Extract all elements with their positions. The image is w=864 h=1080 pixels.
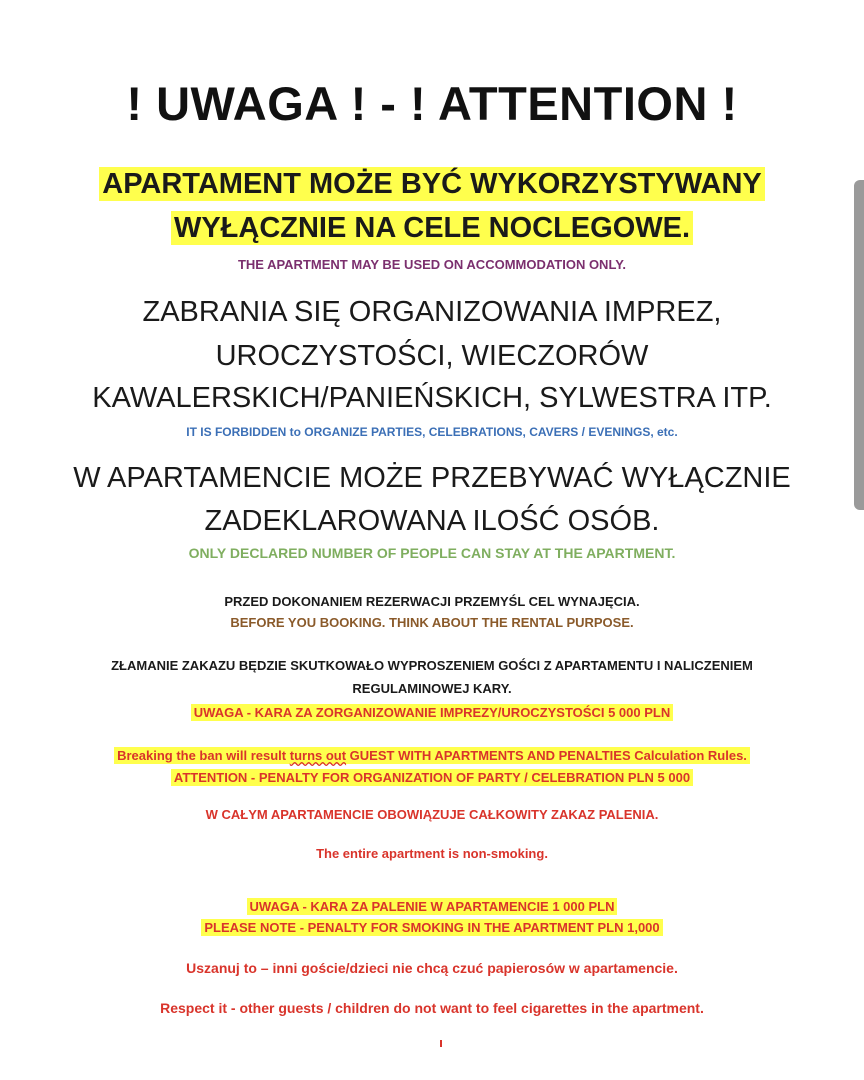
accommodation-rule-text-2: WYŁĄCZNIE NA CELE NOCLEGOWE. (171, 211, 693, 245)
party-ban-line-1: ZABRANIA SIĘ ORGANIZOWANIA IMPREZ, (142, 296, 722, 328)
ban-consequence-english-pre: Breaking the ban will result (117, 748, 290, 763)
party-ban-line-3: KAWALERSKICH/PANIEŃSKICH, SYLWESTRA ITP. (92, 382, 772, 414)
accommodation-rule-line-2 (0, 214, 864, 243)
smoking-penalty-english (0, 921, 864, 934)
booking-purpose-english: BEFORE YOU BOOKING. THINK ABOUT THE RENTAL PURPOSE. (230, 615, 634, 630)
respect-note-english: Respect it - other guests / children do not want to feel cigarettes in the apartment. (160, 1000, 704, 1016)
smoking-penalty-english-text: PLEASE NOTE - PENALTY FOR SMOKING IN THE APARTMENT PLN 1,000 (201, 919, 662, 936)
smoking-ban-polish: W CAŁYM APARTAMENCIE OBOWIĄZUJE CAŁKOWITY ZAKAZ PALENIA. (205, 807, 659, 822)
accommodation-rule-english: THE APARTMENT MAY BE USED ON ACCOMMODATION ONLY. (237, 257, 627, 272)
ban-consequence-line-2: REGULAMINOWEJ KARY. (352, 681, 512, 696)
party-penalty-english (0, 771, 864, 784)
ban-consequence-line-1: ZŁAMANIE ZAKAZU BĘDZIE SKUTKOWAŁO WYPROSZENIEM GOŚCI Z APARTAMENTU I NALICZENIEM (111, 658, 753, 673)
booking-purpose-polish: PRZED DOKONANIEM REZERWACJI PRZEMYŚL CEL WYNAJĘCIA. (224, 594, 640, 609)
edge-scroll-handle[interactable] (854, 180, 864, 510)
party-penalty-polish (0, 706, 864, 719)
smoking-ban-english: The entire apartment is non-smoking. (316, 846, 548, 861)
ban-consequence-english-post: GUEST WITH APARTMENTS AND PENALTIES Calculation Rules. (346, 748, 747, 763)
spellcheck-marked-phrase: turns out (289, 748, 347, 763)
party-penalty-english-text: ATTENTION - PENALTY FOR ORGANIZATION OF PARTY / CELEBRATION PLN 5 000 (171, 769, 693, 786)
smoking-penalty-polish-text: UWAGA - KARA ZA PALENIE W APARTAMENCIE 1 000 PLN (247, 898, 618, 915)
ban-consequence-english-highlight (114, 747, 750, 764)
ban-consequence-english (0, 749, 864, 762)
page-title: ! UWAGA ! - ! ATTENTION ! (126, 77, 738, 130)
guest-limit-line-2: ZADEKLAROWANA ILOŚĆ OSÓB. (204, 505, 660, 537)
accommodation-rule-line-1 (0, 170, 864, 199)
party-penalty-polish-text: UWAGA - KARA ZA ZORGANIZOWANIE IMPREZY/UROCZYSTOŚCI 5 000 PLN (191, 704, 673, 721)
respect-note-polish: Uszanuj to – inni goście/dzieci nie chcą czuć papierosów w apartamencie. (186, 960, 678, 976)
guest-limit-line-1: W APARTAMENCIE MOŻE PRZEBYWAĆ WYŁĄCZNIE (73, 462, 791, 494)
smoking-penalty-polish (0, 900, 864, 913)
party-ban-english: IT IS FORBIDDEN to ORGANIZE PARTIES, CELEBRATIONS, CAVERS / EVENINGS, etc. (186, 425, 678, 439)
guest-limit-english: ONLY DECLARED NUMBER OF PEOPLE CAN STAY AT THE APARTMENT. (188, 545, 676, 561)
party-ban-line-2: UROCZYSTOŚCI, WIECZORÓW (215, 340, 649, 372)
text-cursor-mark (440, 1040, 442, 1047)
accommodation-rule-text-1: APARTAMENT MOŻE BYĆ WYKORZYSTYWANY (99, 167, 764, 201)
